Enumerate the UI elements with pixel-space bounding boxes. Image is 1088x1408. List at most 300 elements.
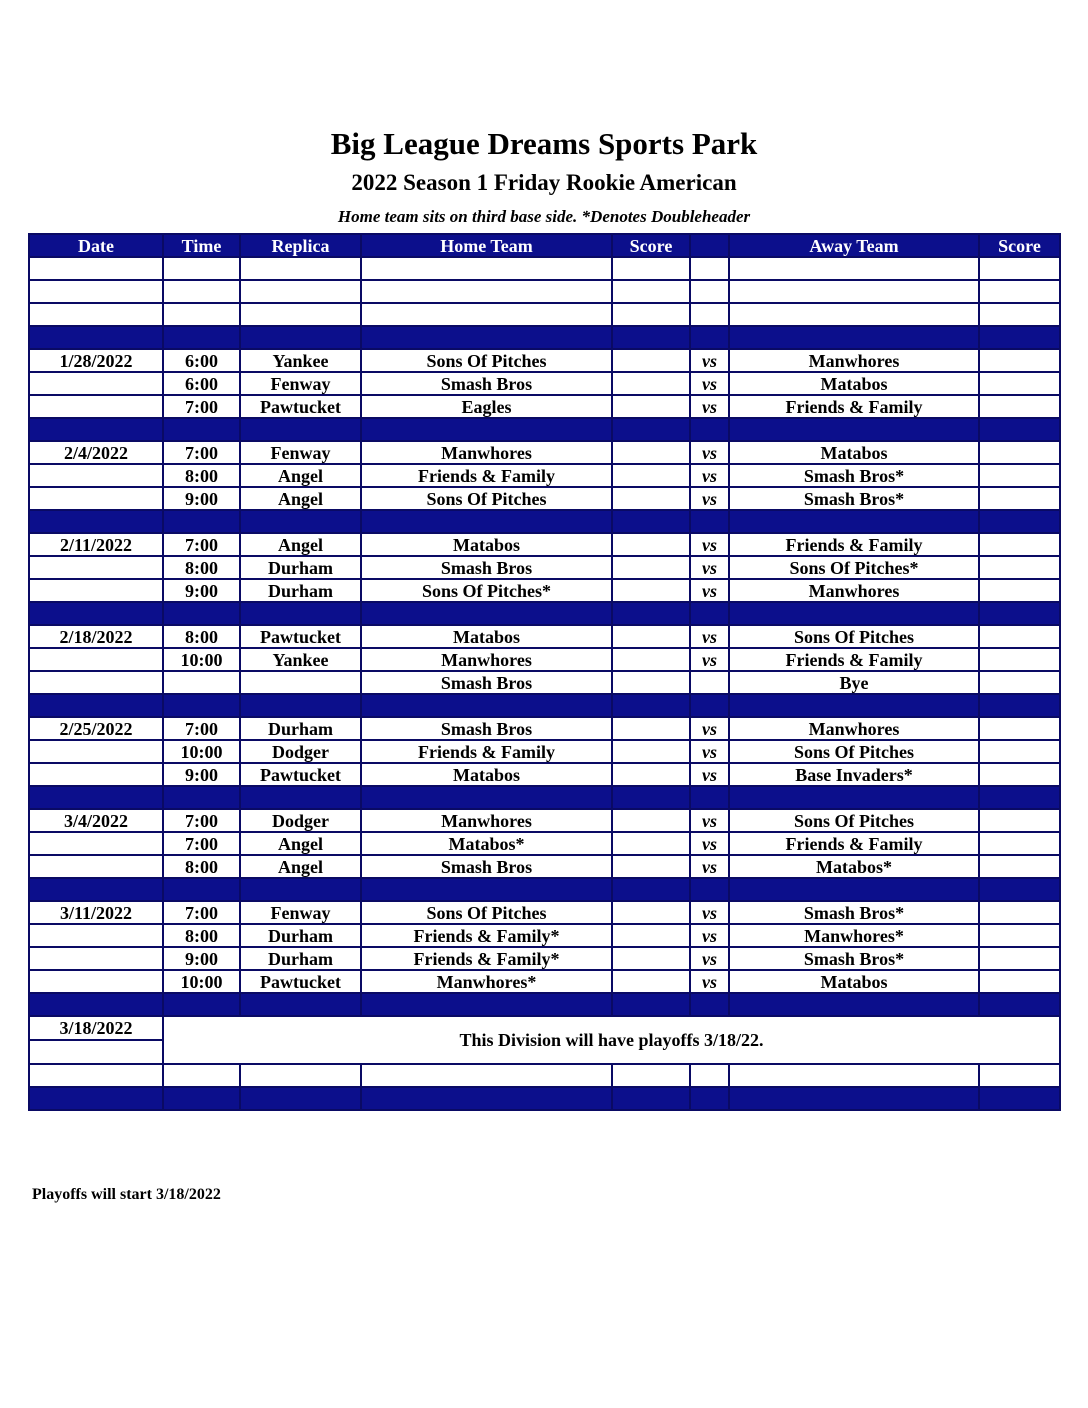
table-row	[29, 671, 1060, 694]
replica-cell: Durham	[240, 717, 361, 740]
table-cell	[361, 1087, 612, 1110]
date-cell: 2/18/2022	[29, 625, 163, 648]
table-row	[29, 970, 1060, 993]
date-cell	[29, 786, 163, 809]
date-cell	[29, 579, 163, 602]
home-team-cell: Eagles	[361, 395, 612, 418]
home-team-cell	[361, 602, 612, 625]
date-cell	[29, 510, 163, 533]
home-team-cell	[361, 510, 612, 533]
playoff-date: 3/18/2022	[30, 1017, 162, 1041]
vs-cell: vs	[690, 464, 729, 487]
away-team-cell	[729, 602, 979, 625]
home-score-cell	[612, 372, 690, 395]
time-cell: 10:00	[163, 648, 240, 671]
date-cell	[29, 648, 163, 671]
vs-cell: vs	[690, 763, 729, 786]
replica-cell	[240, 786, 361, 809]
home-score-cell	[612, 717, 690, 740]
date-cell: 2/25/2022	[29, 717, 163, 740]
table-row	[29, 487, 1060, 510]
date-cell	[29, 418, 163, 441]
away-score-cell	[979, 786, 1060, 809]
replica-cell	[240, 993, 361, 1016]
away-score-cell	[979, 924, 1060, 947]
away-score-cell	[979, 487, 1060, 510]
home-score-cell	[612, 556, 690, 579]
away-score-cell	[979, 855, 1060, 878]
away-team-cell: Friends & Family	[729, 648, 979, 671]
time-cell	[163, 602, 240, 625]
away-score-cell	[979, 533, 1060, 556]
home-score-cell	[612, 395, 690, 418]
replica-cell: Fenway	[240, 372, 361, 395]
time-cell: 7:00	[163, 809, 240, 832]
vs-cell	[690, 418, 729, 441]
date-cell	[29, 878, 163, 901]
home-team-cell	[361, 993, 612, 1016]
date-cell	[29, 395, 163, 418]
home-team-cell	[361, 694, 612, 717]
away-team-cell: Sons Of Pitches	[729, 740, 979, 763]
away-score-cell	[979, 671, 1060, 694]
date-cell: 2/11/2022	[29, 533, 163, 556]
schedule-body	[29, 257, 1060, 1016]
table-cell	[612, 1064, 690, 1087]
vs-cell: vs	[690, 395, 729, 418]
vs-cell: vs	[690, 901, 729, 924]
home-team-cell: Smash Bros	[361, 671, 612, 694]
table-cell	[163, 1064, 240, 1087]
home-score-cell	[612, 441, 690, 464]
page-title: Big League Dreams Sports Park	[330, 126, 758, 161]
replica-cell: Durham	[240, 924, 361, 947]
away-score-cell	[979, 832, 1060, 855]
replica-cell: Pawtucket	[240, 625, 361, 648]
vs-cell	[690, 671, 729, 694]
away-team-cell	[729, 303, 979, 326]
table-row	[29, 947, 1060, 970]
vs-cell: vs	[690, 648, 729, 671]
away-team-cell: Sons Of Pitches	[729, 625, 979, 648]
time-cell: 6:00	[163, 372, 240, 395]
separator-row	[29, 786, 1060, 809]
away-team-cell: Manwhores*	[729, 924, 979, 947]
vs-cell	[690, 510, 729, 533]
home-score-cell	[612, 648, 690, 671]
date-cell	[29, 280, 163, 303]
date-cell	[29, 740, 163, 763]
home-team-cell: Smash Bros	[361, 855, 612, 878]
date-cell	[29, 694, 163, 717]
away-team-cell	[729, 694, 979, 717]
table-row	[29, 855, 1060, 878]
replica-cell: Pawtucket	[240, 395, 361, 418]
away-team-cell: Friends & Family	[729, 533, 979, 556]
date-cell	[29, 993, 163, 1016]
home-team-cell	[361, 326, 612, 349]
home-team-cell: Friends & Family*	[361, 924, 612, 947]
replica-cell: Fenway	[240, 901, 361, 924]
replica-cell	[240, 602, 361, 625]
replica-cell: Dodger	[240, 740, 361, 763]
away-team-cell	[729, 878, 979, 901]
vs-cell	[690, 786, 729, 809]
away-score-cell	[979, 970, 1060, 993]
away-score-cell	[979, 878, 1060, 901]
time-cell	[163, 878, 240, 901]
away-team-cell	[729, 326, 979, 349]
date-cell: 2/4/2022	[29, 441, 163, 464]
vs-cell: vs	[690, 441, 729, 464]
time-cell: 7:00	[163, 901, 240, 924]
date-cell	[29, 832, 163, 855]
away-team-cell	[729, 993, 979, 1016]
home-score-cell	[612, 487, 690, 510]
vs-cell: vs	[690, 809, 729, 832]
time-cell	[163, 671, 240, 694]
table-cell	[29, 1064, 163, 1087]
time-cell: 7:00	[163, 717, 240, 740]
away-score-cell	[979, 510, 1060, 533]
replica-cell	[240, 510, 361, 533]
home-score-cell	[612, 924, 690, 947]
date-cell	[29, 924, 163, 947]
playoff-message: This Division will have playoffs 3/18/22.	[163, 1016, 1060, 1064]
separator-row	[29, 418, 1060, 441]
away-team-cell: Matabos	[729, 372, 979, 395]
table-row	[29, 763, 1060, 786]
separator-row	[29, 694, 1060, 717]
replica-cell: Pawtucket	[240, 763, 361, 786]
table-cell	[729, 1064, 979, 1087]
time-cell: 9:00	[163, 487, 240, 510]
home-team-cell: Matabos	[361, 625, 612, 648]
home-team-cell: Friends & Family	[361, 464, 612, 487]
home-team-cell: Friends & Family	[361, 740, 612, 763]
away-team-cell: Manwhores	[729, 349, 979, 372]
home-team-cell: Manwhores	[361, 441, 612, 464]
table-cell	[163, 1087, 240, 1110]
home-team-cell: Sons Of Pitches	[361, 349, 612, 372]
away-team-cell	[729, 280, 979, 303]
vs-cell: vs	[690, 579, 729, 602]
home-team-cell	[361, 786, 612, 809]
date-cell	[29, 602, 163, 625]
time-cell	[163, 510, 240, 533]
table-row-empty	[29, 280, 1060, 303]
table-row	[29, 625, 1060, 648]
date-cell	[29, 947, 163, 970]
away-team-cell: Manwhores	[729, 579, 979, 602]
table-cell	[690, 1064, 729, 1087]
away-team-cell: Sons Of Pitches*	[729, 556, 979, 579]
replica-cell: Angel	[240, 487, 361, 510]
away-team-cell: Bye	[729, 671, 979, 694]
home-score-cell	[612, 809, 690, 832]
replica-cell: Yankee	[240, 349, 361, 372]
date-cell	[29, 970, 163, 993]
vs-cell: vs	[690, 349, 729, 372]
away-score-cell	[979, 625, 1060, 648]
home-team-cell	[361, 280, 612, 303]
replica-cell: Pawtucket	[240, 970, 361, 993]
replica-cell	[240, 326, 361, 349]
home-team-cell: Sons Of Pitches	[361, 901, 612, 924]
table-row	[29, 924, 1060, 947]
home-score-cell	[612, 257, 690, 280]
home-score-cell	[612, 579, 690, 602]
home-score-cell	[612, 970, 690, 993]
table-cell	[612, 1087, 690, 1110]
home-score-cell	[612, 464, 690, 487]
replica-cell: Durham	[240, 947, 361, 970]
replica-cell	[240, 257, 361, 280]
vs-cell	[690, 993, 729, 1016]
away-team-cell: Base Invaders*	[729, 763, 979, 786]
time-cell	[163, 257, 240, 280]
away-team-cell: Smash Bros*	[729, 487, 979, 510]
away-team-cell: Sons Of Pitches	[729, 809, 979, 832]
table-cell	[690, 1087, 729, 1110]
replica-cell: Yankee	[240, 648, 361, 671]
replica-cell: Fenway	[240, 441, 361, 464]
home-score-cell	[612, 671, 690, 694]
away-team-cell: Matabos	[729, 441, 979, 464]
footnote: Playoffs will start 3/18/2022	[32, 1186, 221, 1203]
away-score-cell	[979, 579, 1060, 602]
away-score-cell	[979, 395, 1060, 418]
playoff-date-cell	[29, 1016, 163, 1064]
away-team-cell	[729, 510, 979, 533]
table-cell	[240, 1064, 361, 1087]
away-score-cell	[979, 464, 1060, 487]
away-score-cell	[979, 947, 1060, 970]
time-cell: 7:00	[163, 395, 240, 418]
home-score-cell	[612, 763, 690, 786]
page-subtitle: 2022 Season 1 Friday Rookie American	[351, 170, 737, 195]
date-cell	[29, 763, 163, 786]
away-score-cell	[979, 809, 1060, 832]
away-score-cell	[979, 901, 1060, 924]
time-cell	[163, 993, 240, 1016]
vs-cell	[690, 257, 729, 280]
table-cell	[979, 1087, 1060, 1110]
vs-cell: vs	[690, 740, 729, 763]
table-row	[29, 464, 1060, 487]
playoff-row	[29, 1016, 1060, 1064]
home-team-cell: Smash Bros	[361, 556, 612, 579]
away-team-cell: Friends & Family	[729, 832, 979, 855]
away-team-cell: Manwhores	[729, 717, 979, 740]
table-row	[29, 533, 1060, 556]
doubleheader-note: Home team sits on third base side. *Denotes Doubleheader	[337, 207, 751, 226]
table-row	[29, 579, 1060, 602]
home-score-cell	[612, 878, 690, 901]
away-team-cell	[729, 418, 979, 441]
vs-cell: vs	[690, 717, 729, 740]
column-header-vs	[690, 234, 729, 257]
replica-cell	[240, 303, 361, 326]
vs-cell	[690, 326, 729, 349]
date-cell	[29, 372, 163, 395]
away-score-cell	[979, 349, 1060, 372]
away-score-cell	[979, 418, 1060, 441]
time-cell: 10:00	[163, 740, 240, 763]
replica-cell	[240, 418, 361, 441]
home-score-cell	[612, 694, 690, 717]
vs-cell	[690, 602, 729, 625]
time-cell: 8:00	[163, 464, 240, 487]
home-score-cell	[612, 901, 690, 924]
date-cell	[29, 257, 163, 280]
table-cell	[240, 1087, 361, 1110]
table-row	[29, 395, 1060, 418]
away-score-cell	[979, 441, 1060, 464]
date-cell	[29, 671, 163, 694]
separator-row	[29, 993, 1060, 1016]
separator-row	[29, 326, 1060, 349]
column-header-replica: Replica	[240, 234, 361, 257]
table-row-empty	[29, 1064, 1060, 1087]
replica-cell: Dodger	[240, 809, 361, 832]
playoff-section	[29, 1016, 1060, 1110]
home-team-cell: Sons Of Pitches	[361, 487, 612, 510]
vs-cell: vs	[690, 625, 729, 648]
time-cell: 9:00	[163, 763, 240, 786]
home-team-cell	[361, 257, 612, 280]
separator-row	[29, 1087, 1060, 1110]
home-score-cell	[612, 786, 690, 809]
home-score-cell	[612, 993, 690, 1016]
home-score-cell	[612, 625, 690, 648]
vs-cell	[690, 303, 729, 326]
replica-cell: Angel	[240, 533, 361, 556]
away-score-cell	[979, 740, 1060, 763]
date-cell: 3/11/2022	[29, 901, 163, 924]
away-score-cell	[979, 326, 1060, 349]
time-cell: 8:00	[163, 855, 240, 878]
replica-cell: Angel	[240, 855, 361, 878]
vs-cell: vs	[690, 832, 729, 855]
home-team-cell: Friends & Family*	[361, 947, 612, 970]
table-row	[29, 349, 1060, 372]
vs-cell	[690, 878, 729, 901]
vs-cell: vs	[690, 533, 729, 556]
column-header-time: Time	[163, 234, 240, 257]
time-cell: 8:00	[163, 556, 240, 579]
vs-cell: vs	[690, 947, 729, 970]
table-row	[29, 717, 1060, 740]
table-cell	[361, 1064, 612, 1087]
table-cell	[29, 1087, 163, 1110]
away-team-cell: Smash Bros*	[729, 901, 979, 924]
separator-row	[29, 602, 1060, 625]
table-row	[29, 740, 1060, 763]
home-score-cell	[612, 947, 690, 970]
replica-cell	[240, 878, 361, 901]
away-score-cell	[979, 257, 1060, 280]
date-cell	[29, 464, 163, 487]
schedule-header-row	[29, 234, 1060, 257]
time-cell: 8:00	[163, 625, 240, 648]
away-team-cell: Smash Bros*	[729, 464, 979, 487]
replica-cell	[240, 671, 361, 694]
away-score-cell	[979, 717, 1060, 740]
column-header-home-team: Home Team	[361, 234, 612, 257]
separator-row	[29, 510, 1060, 533]
home-score-cell	[612, 326, 690, 349]
time-cell: 10:00	[163, 970, 240, 993]
away-team-cell: Smash Bros*	[729, 947, 979, 970]
home-team-cell	[361, 303, 612, 326]
date-cell	[29, 326, 163, 349]
replica-cell: Angel	[240, 832, 361, 855]
time-cell	[163, 280, 240, 303]
time-cell: 9:00	[163, 947, 240, 970]
away-score-cell	[979, 993, 1060, 1016]
table-cell	[979, 1064, 1060, 1087]
away-score-cell	[979, 303, 1060, 326]
column-header-away-score: Score	[979, 234, 1060, 257]
table-row	[29, 832, 1060, 855]
table-row	[29, 901, 1060, 924]
time-cell: 7:00	[163, 832, 240, 855]
replica-cell	[240, 694, 361, 717]
home-score-cell	[612, 510, 690, 533]
away-score-cell	[979, 602, 1060, 625]
column-header-away-team: Away Team	[729, 234, 979, 257]
away-team-cell: Friends & Family	[729, 395, 979, 418]
column-header-date: Date	[29, 234, 163, 257]
table-row	[29, 809, 1060, 832]
vs-cell: vs	[690, 970, 729, 993]
vs-cell: vs	[690, 372, 729, 395]
replica-cell: Angel	[240, 464, 361, 487]
date-cell: 3/4/2022	[29, 809, 163, 832]
table-row-empty	[29, 257, 1060, 280]
replica-cell: Durham	[240, 579, 361, 602]
away-score-cell	[979, 648, 1060, 671]
home-score-cell	[612, 832, 690, 855]
date-cell	[29, 855, 163, 878]
home-score-cell	[612, 349, 690, 372]
away-score-cell	[979, 763, 1060, 786]
home-team-cell: Matabos	[361, 533, 612, 556]
vs-cell: vs	[690, 924, 729, 947]
home-team-cell: Matabos	[361, 763, 612, 786]
time-cell: 8:00	[163, 924, 240, 947]
table-row	[29, 372, 1060, 395]
away-team-cell	[729, 257, 979, 280]
away-score-cell	[979, 280, 1060, 303]
column-header-home-score: Score	[612, 234, 690, 257]
separator-row	[29, 878, 1060, 901]
date-cell	[29, 487, 163, 510]
away-team-cell: Matabos	[729, 970, 979, 993]
home-team-cell: Manwhores*	[361, 970, 612, 993]
date-cell	[29, 556, 163, 579]
table-row	[29, 648, 1060, 671]
replica-cell: Durham	[240, 556, 361, 579]
away-team-cell	[729, 786, 979, 809]
home-score-cell	[612, 418, 690, 441]
home-score-cell	[612, 855, 690, 878]
time-cell: 9:00	[163, 579, 240, 602]
home-team-cell	[361, 418, 612, 441]
away-score-cell	[979, 556, 1060, 579]
home-score-cell	[612, 740, 690, 763]
